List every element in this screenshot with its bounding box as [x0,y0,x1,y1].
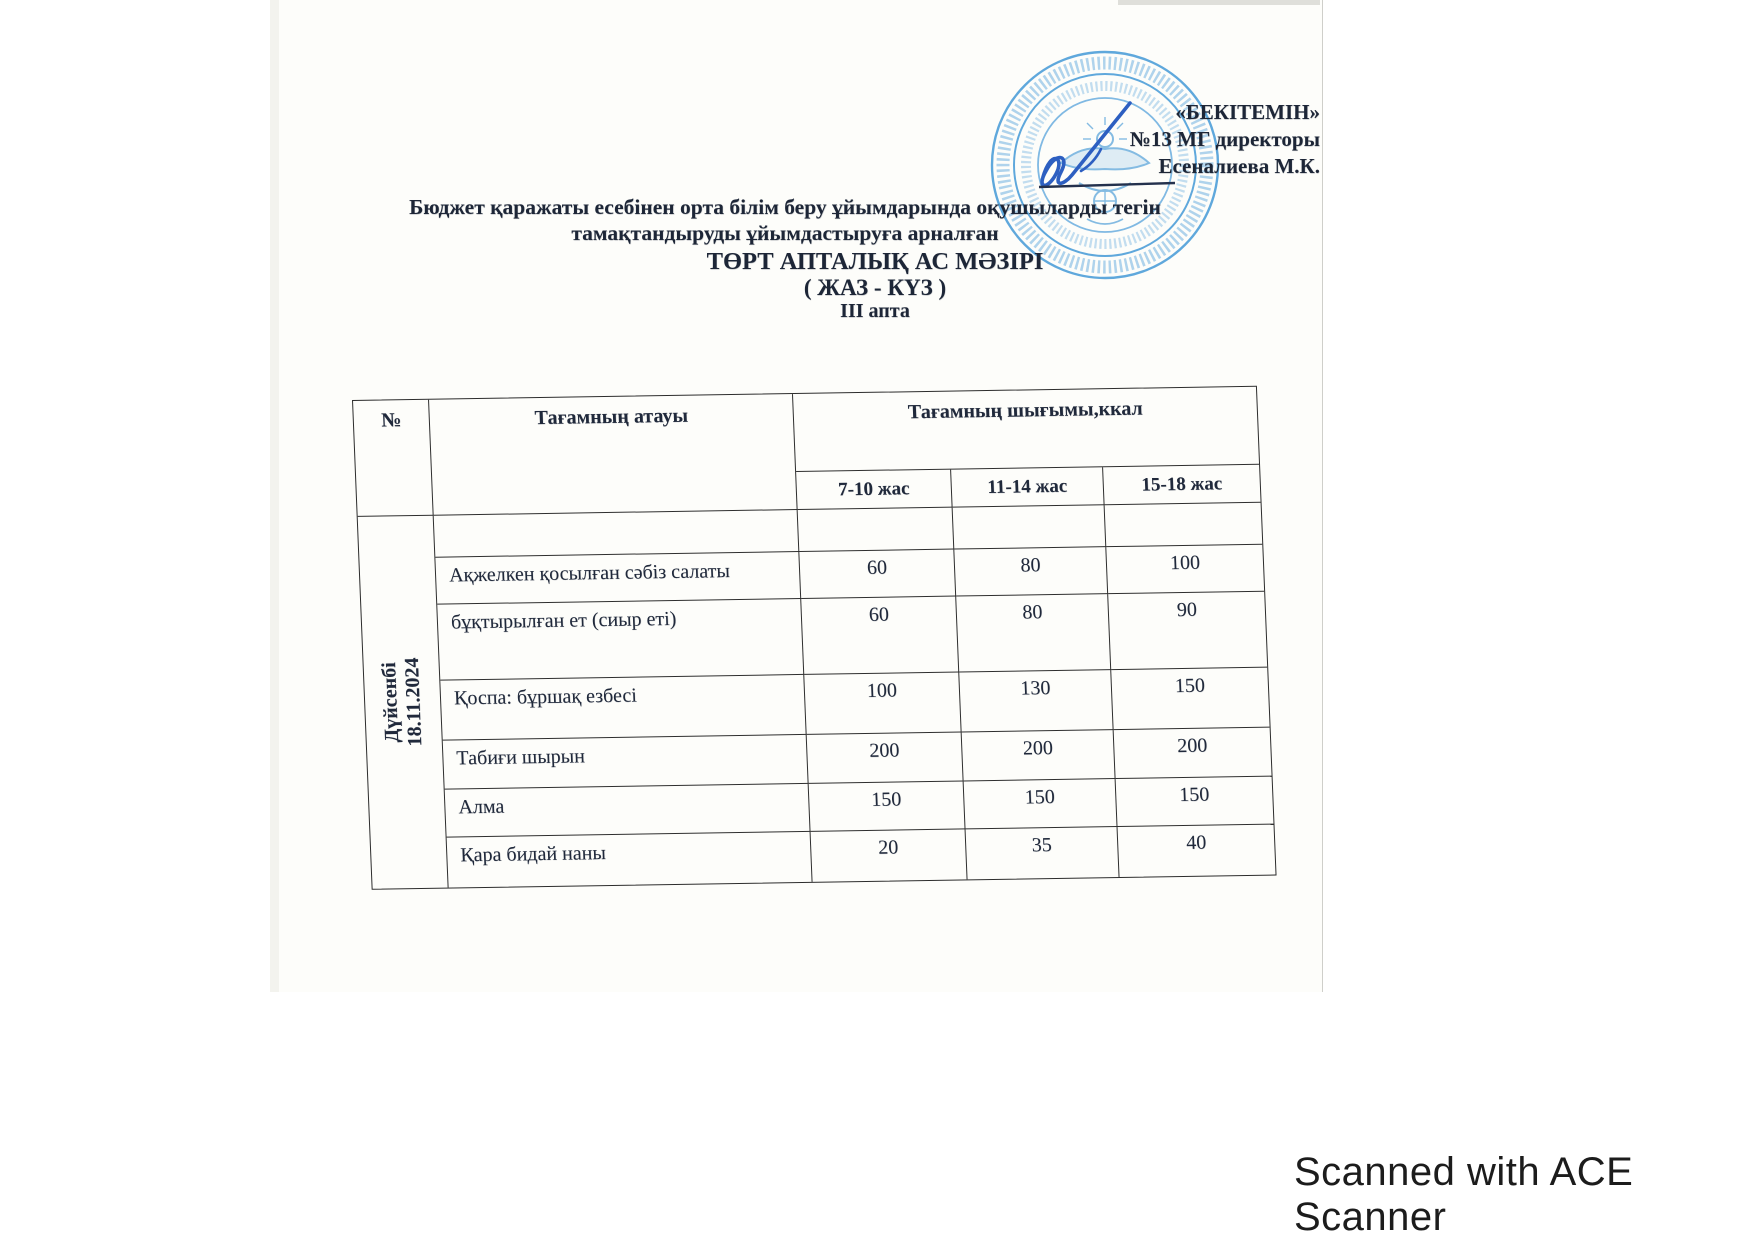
dish-name-cell: бұқтырылған ет (сиыр еті) [437,599,804,681]
kcal-cell-15-18: 40 [1185,831,1207,854]
kcal-cell-15-18: 150 [1116,777,1274,827]
date-label: 18.11.2024 [400,657,427,747]
kcal-cell-7-10: 60 [799,550,956,599]
column-header-kcal-output: Тағамның шығымы,ккал [793,387,1259,472]
column-header-age-15-18: 15-18 жас [1103,465,1261,505]
document-title-menu [633,248,1117,322]
kcal-cell-11-14: 35 [966,827,1120,879]
column-header-age-7-10: 7-10 жас [796,470,953,510]
dish-name-cell: Қоспа: бұршақ езбесі [440,675,806,741]
title-line-2: тамақтандыруды ұйымдастыруға арналған [571,221,999,245]
kcal-cell-7-10: 200 [807,732,964,783]
title-season: ( ЖАЗ - КҮЗ ) [803,275,947,300]
column-header-dish-name: Тағамның атауы [429,394,798,516]
kcal-cell-15-18: 90 [1108,592,1267,670]
kcal-cell-11-14: 80 [956,594,1111,672]
dish-name-cell: Қара бидай наны [447,832,813,888]
scanner-watermark: Scanned with ACE Scanner [1294,1150,1634,1239]
kcal-cell-15-18 [1105,503,1263,547]
column-header-number: № [353,400,434,517]
dish-name-cell [434,510,800,558]
column-header-age-11-14: 11-14 жас [951,467,1105,507]
kcal-cell-7-10: 100 [804,672,961,734]
title-menu-name: ТӨРТ АПТАЛЫҚ АС МӘЗІРІ [706,248,1044,275]
scan-edge-artifact-top [1118,0,1320,5]
kcal-cell-7-10: 150 [809,781,966,831]
scan-edge-artifact-left [270,0,279,992]
kcal-cell-11-14: 80 [954,547,1108,596]
approval-line-name: Есеналиева М.К. [1158,154,1320,178]
menu-table [352,386,1277,890]
kcal-cell-7-10: 60 [801,597,959,675]
approval-block [990,99,1320,180]
kcal-cell-7-10: 20 [811,829,968,881]
day-label [378,657,428,747]
document-title-paragraph [383,194,1187,246]
weekday-label: Дүйсенбі [378,662,404,743]
dish-name-cell: Ақжелкен қосылған сәбіз салаты [435,552,801,605]
kcal-cell-11-14: 150 [964,779,1118,829]
approval-line-bekitemin: «БЕКІТЕМІН» [1175,100,1320,124]
title-week: III апта [840,300,910,322]
kcal-cell-15-18: 200 [1114,728,1272,779]
kcal-cell-11-14: 200 [962,730,1116,781]
dish-name-cell: Табиғи шырын [443,735,809,790]
kcal-cell-15-18: 100 [1106,545,1264,594]
kcal-cell-11-14: 130 [959,670,1113,732]
kcal-cell-7-10 [798,508,955,552]
dish-name-cell: Алма [445,784,811,838]
kcal-cell-11-14 [953,505,1107,549]
kcal-cell-15-18: 150 [1111,668,1269,730]
approval-line-director: №13 МГ директоры [1129,127,1320,151]
title-line-1: Бюджет қаражаты есебінен орта білім беру ұйымдарында оқушыларды тегін [409,195,1161,219]
